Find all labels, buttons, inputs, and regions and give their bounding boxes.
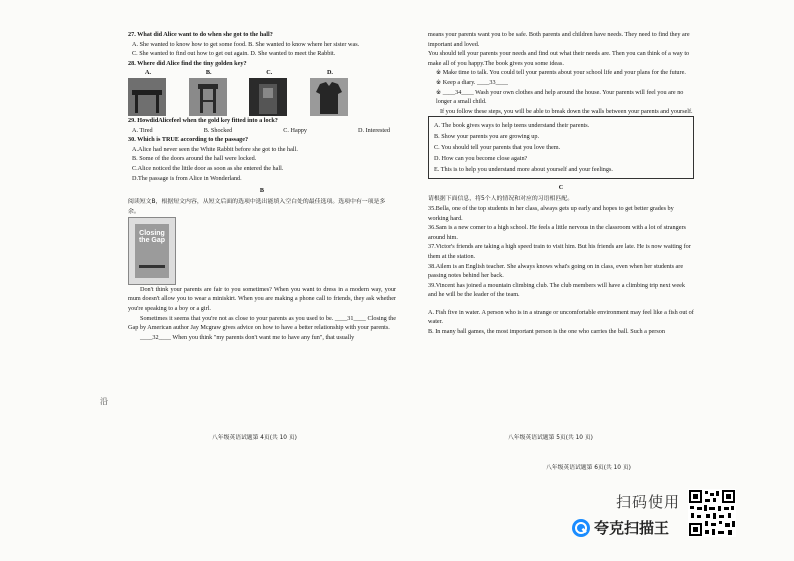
question-30-option-d: D.The passage is from Alice in Wonderland. bbox=[132, 174, 242, 182]
question-30-option-b: B. Some of the doors around the hall were locked. bbox=[132, 155, 257, 163]
option-interested: D. Interested bbox=[358, 126, 390, 134]
question-28-pictures bbox=[128, 68, 350, 116]
left-page-column bbox=[128, 30, 396, 342]
book-cover-inner bbox=[135, 224, 169, 278]
idea-diary: ※ Keep a diary. ____33____ bbox=[436, 78, 508, 86]
option-tired: A. Tired bbox=[132, 126, 153, 134]
question-27: 27. What did Alice want to do when she got to the hall? bbox=[128, 31, 273, 38]
option-box-c: C. You should tell your parents that you love them. bbox=[434, 144, 561, 152]
right-page-column bbox=[428, 30, 694, 337]
picture-option-c bbox=[249, 68, 289, 116]
quark-logo-icon bbox=[572, 519, 590, 537]
passage-b-paragraph-3: ____32____ When you think "my parents don't want me to have any fun", that usually bbox=[140, 333, 355, 341]
option-box-a: A. The book gives ways to help teens understand their parents. bbox=[434, 122, 590, 130]
idiom-b: B. In many ball games, the most important person is the one who carries the ball. Such a person bbox=[428, 328, 665, 336]
question-28: 28. Where did Alice find the tiny golden key? bbox=[128, 59, 247, 67]
jacket-photo bbox=[310, 78, 348, 116]
idea-grow-up: ※ ____34____ Wash your own clothes and help around the house. Your parents will feel you are no longer a small child. bbox=[436, 88, 684, 106]
brand-name: 夸克扫描王 bbox=[594, 519, 670, 537]
picture-option-d-letter: D. bbox=[326, 69, 333, 77]
picture-option-b-letter: B. bbox=[205, 69, 212, 77]
passage-b-conclusion: If you follow these steps, you will be able to break down the walls between your parents and yourself. bbox=[440, 107, 693, 115]
passage-b-continued-1: means your parents want you to be safe. Both parents and children have needs. They need to find they are important and loved. bbox=[428, 31, 690, 48]
question-29: 29. HowdidAlicefeel when the gold key fitted into a lock? bbox=[128, 116, 278, 124]
option-box-e: E. This is to help you understand more about yourself and your feelings. bbox=[434, 166, 613, 174]
picture-option-a-letter: A. bbox=[144, 69, 151, 77]
passage-b-paragraph-1: Don't think your parents are fair to you sometimes? When you want to dress in a modern way, your mum doesn't allow you to wear a miniskirt. When you are making a phone call to friends, they ask whether you're speaking to a boy or a girl. bbox=[128, 285, 396, 312]
binding-margin-mark: 沿 bbox=[100, 397, 108, 406]
section-c-instruction: 请根据下面信息，将5个人的情况和对应的习语相匹配。 bbox=[428, 195, 574, 202]
picture-option-a bbox=[128, 68, 168, 116]
section-b-heading: B bbox=[259, 187, 265, 195]
question-37: 37.Victor's friends are taking a high speed train to visit him. But his friends are late. He is now waiting for them at the station. bbox=[428, 243, 691, 260]
option-box-d: D. How can you become close again? bbox=[434, 155, 528, 163]
page-footer-left: 八年级英语试题第 4页(共 10 页) bbox=[212, 435, 297, 441]
book-cover-image bbox=[128, 217, 176, 285]
passage-b-paragraph-2: Sometimes it seems that you're not as close to your parents as you used to be. ____31____ Closing the Gap by American author Jay Mcgraw gives advice on how to have a better relationship with your parents. bbox=[128, 314, 396, 332]
scanner-watermark bbox=[570, 483, 790, 549]
door-photo bbox=[249, 78, 287, 116]
stool-photo bbox=[189, 78, 227, 116]
book-cover-title: Closing the Gap bbox=[138, 229, 166, 245]
question-39: 39.Vincent has joined a mountain climbing club. The club members will have a climbing trip next week and he will be the leader of the team. bbox=[428, 281, 685, 299]
table-photo bbox=[128, 78, 166, 116]
picture-option-c-letter: C. bbox=[266, 69, 273, 77]
question-29-options bbox=[128, 126, 396, 136]
idiom-a: A. Fish five in water. A person who is in a strange or uncomfortable environment may feel like a fish out of water. bbox=[428, 308, 694, 326]
picture-option-d bbox=[310, 68, 350, 116]
book-cover-bar bbox=[139, 265, 165, 268]
question-27-options-ab: A. She wanted to know how to get some food. B. She wanted to know where her sister was. bbox=[132, 40, 360, 48]
question-38: 38.Ailem is an English teacher. She always knows what's going on in class, even when her students are passing notes behind her back. bbox=[428, 262, 684, 280]
option-happy: C. Happy bbox=[283, 126, 307, 134]
page-footer-right: 八年级英语试题第 5页(共 10 页) bbox=[508, 435, 593, 441]
qr-code-icon[interactable] bbox=[688, 489, 736, 537]
section-c-heading: C bbox=[558, 184, 564, 192]
option-shocked: B. Shocked bbox=[203, 126, 233, 134]
question-30-option-a: A.Alice had never seen the White Rabbit before she got to the hall. bbox=[132, 145, 298, 153]
page-footer-right-next: 八年级英语试题第 6页(共 10 页) bbox=[546, 465, 631, 471]
section-b-instruction: 阅读短文B，根据短文内容，从短文后面的选项中选出能填入空白处的最佳选项。选项中有一项是多余。 bbox=[128, 198, 386, 215]
question-30: 30. Which is TRUE according to the passage? bbox=[128, 136, 249, 144]
scan-to-use-text: 扫码使用 bbox=[616, 493, 681, 511]
question-30-option-c: C.Alice noticed the little door as soon as she entered the hall. bbox=[132, 164, 284, 172]
picture-option-b bbox=[189, 68, 229, 116]
passage-b-continued-2: You should tell your parents your needs and find out what their needs are. Then you can think of a way to make all of you happy.The book gives you some ideas. bbox=[428, 50, 690, 67]
idea-talk: ※ Make time to talk. You could tell your parents about your school life and your plans for the future. bbox=[436, 69, 686, 77]
option-box-b: B. Show your parents you are growing up. bbox=[434, 133, 540, 141]
options-box bbox=[428, 116, 694, 179]
question-36: 36.Sam is a new comer to a high school. He feels a little nervous in the classroom with a lot of strangers around him. bbox=[428, 224, 686, 241]
question-27-options-cd: C. She wanted to find out how to get out again. D. She wanted to meet the Rabbit. bbox=[132, 50, 336, 58]
question-35: 35.Bella, one of the top students in her class, always gets up early and hopes to get better grades by working hard. bbox=[428, 204, 674, 222]
